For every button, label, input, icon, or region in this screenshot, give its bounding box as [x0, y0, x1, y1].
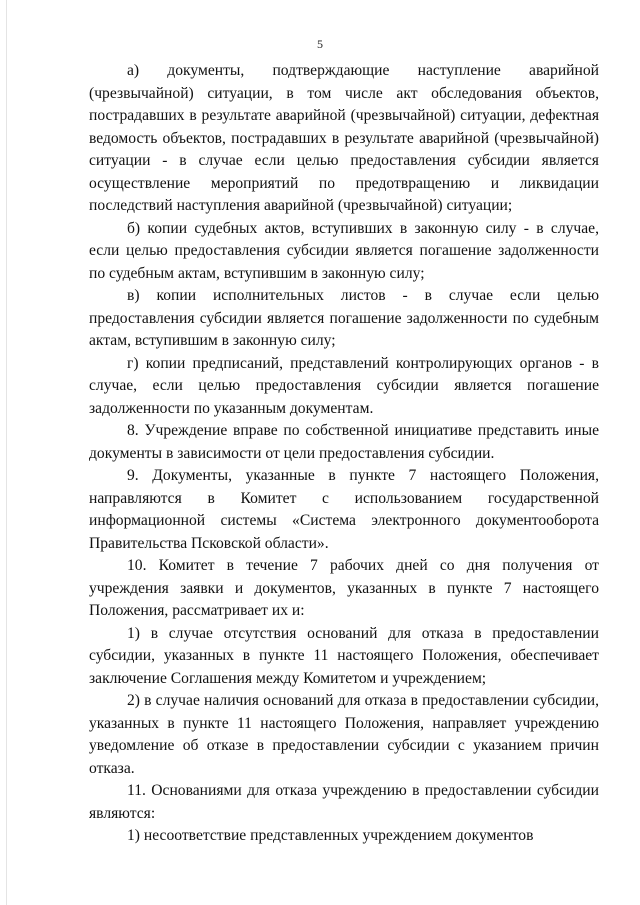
paragraph-10-2: 2) в случае наличия оснований для отказа в предоставлении субсидии, указанных в пункте 11 настоящего Положения, направляет учреждению уведомление об отказе в предоставлении субсидии с указанием причин отказа.: [89, 692, 599, 777]
paragraph-v: в) копии исполнительных листов - в случае если целью предоставления субсидии является погашение задолженности по судебным актам, вступившим в законную силу;: [89, 287, 599, 349]
paragraph-10: 10. Комитет в течение 7 рабочих дней со дня получения от учреждения заявки и документов, указанных в пункте 7 настоящего Положения, рассматривает их и:: [89, 557, 599, 619]
paragraph-b: б) копии судебных актов, вступивших в законную силу - в случае, если целью предоставления субсидии является погашение задолженности по судебным актам, вступившим в законную силу;: [89, 219, 599, 282]
paragraph-a: а) документы, подтверждающие наступление аварийной (чрезвычайной) ситуации, в том числе акт обследования объектов, пострадавших в результате аварийной (чрезвычайной) ситуации, дефектная ведомость объектов, пострадавших в результате аварийной (чрезвычайной) ситуации - в случае если целью предоставления субсидии является осуществление мероприятий по предотвращению и ликвидации последствий наступления аварийной (чрезвычайной) ситуации;: [89, 62, 599, 214]
document-body: [89, 60, 599, 848]
paragraph-10-1: 1) в случае отсутствия оснований для отказа в предоставлении субсидии, указанных в пункте 11 настоящего Положения, обеспечивает заключение Соглашения между Комитетом и учреждением;: [89, 624, 599, 687]
paragraph-9: 9. Документы, указанные в пункте 7 настоящего Положения, направляются в Комитет с использованием государственной информационной системы «Система электронного документооборота Правительства Псковской области».: [89, 467, 599, 552]
paragraph-11-1: 1) несоответствие представленных учреждением документов: [127, 827, 534, 844]
page-number: 5: [317, 37, 323, 51]
paragraph-g: г) копии предписаний, представлений контролирующих органов - в случае, если целью предоставления субсидии является погашение задолженности по указанным документам.: [89, 354, 599, 417]
scan-edge-line: [6, 0, 7, 905]
paragraph-8: 8. Учреждение вправе по собственной инициативе представить иные документы в зависимости от цели предоставления субсидии.: [89, 422, 599, 462]
paragraph-11: 11. Основаниями для отказа учреждению в предоставлении субсидии являются:: [89, 782, 599, 822]
